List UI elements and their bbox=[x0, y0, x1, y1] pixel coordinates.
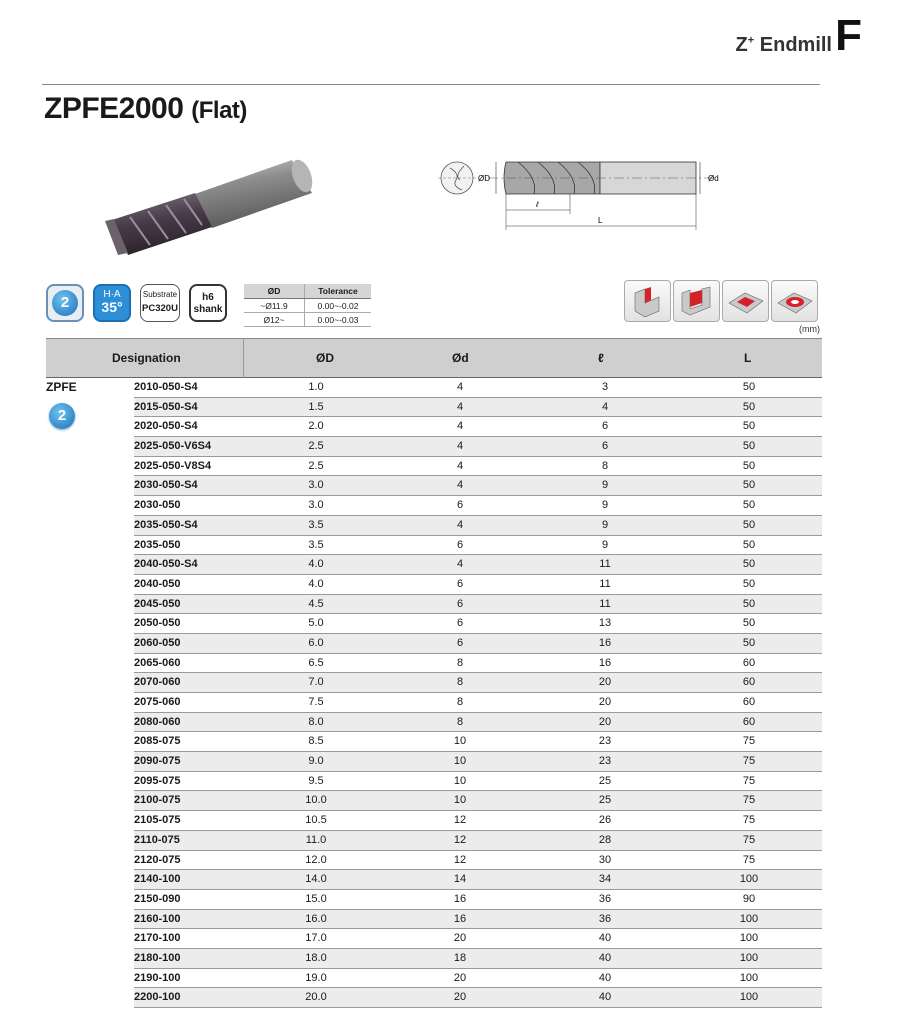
cell-d: 8 bbox=[456, 656, 464, 669]
pocketing-icon bbox=[722, 280, 769, 322]
cell-D: 9.0 bbox=[308, 755, 324, 768]
cell-d: 10 bbox=[453, 794, 467, 807]
unit-label: (mm) bbox=[799, 324, 820, 334]
cell-d: 20 bbox=[453, 971, 467, 984]
cell-L: 50 bbox=[742, 440, 756, 453]
header-d: Ød bbox=[452, 351, 469, 365]
cell-D: 14.0 bbox=[305, 873, 327, 886]
cell-d: 4 bbox=[456, 459, 464, 472]
cell-l: 25 bbox=[598, 794, 612, 807]
cell-l: 9 bbox=[601, 479, 609, 492]
table-row bbox=[134, 752, 822, 772]
cell-L: 75 bbox=[742, 853, 756, 866]
cell-l: 11 bbox=[599, 558, 611, 571]
cell-d: 6 bbox=[456, 538, 464, 551]
tol-range: ~Ø11.9 bbox=[244, 299, 305, 313]
cell-l: 9 bbox=[601, 499, 609, 512]
table-row bbox=[134, 851, 822, 871]
cell-designation: 2025-050-V6S4 bbox=[134, 440, 212, 453]
cell-d: 16 bbox=[453, 912, 467, 925]
table-row bbox=[134, 791, 822, 811]
cell-d: 8 bbox=[456, 696, 464, 708]
cell-D: 7.0 bbox=[308, 676, 324, 689]
dim-l-label: ℓ bbox=[536, 200, 539, 209]
table-row bbox=[134, 378, 822, 398]
flute-count-icon bbox=[46, 284, 84, 322]
cell-l: 34 bbox=[598, 873, 612, 886]
dim-d-label: Ød bbox=[708, 174, 719, 183]
table-row bbox=[134, 870, 822, 890]
cell-L: 50 bbox=[742, 577, 756, 590]
cell-l: 13 bbox=[598, 617, 612, 630]
cell-D: 9.5 bbox=[308, 774, 324, 787]
cell-l: 11 bbox=[599, 577, 611, 590]
tol-header-tolerance: Tolerance bbox=[305, 284, 372, 299]
header-L: L bbox=[744, 351, 752, 365]
header-divider-line bbox=[243, 338, 244, 378]
cell-L: 100 bbox=[739, 951, 759, 964]
cell-D: 20.0 bbox=[305, 991, 327, 1004]
cell-designation: 2020-050-S4 bbox=[134, 420, 198, 433]
page-title: ZPFE2000 (Flat) bbox=[44, 92, 247, 125]
table-row bbox=[134, 929, 822, 949]
cell-D: 12.0 bbox=[305, 853, 327, 866]
helix-angle-icon bbox=[93, 284, 131, 322]
cell-D: 6.0 bbox=[308, 636, 324, 649]
substrate-icon bbox=[140, 284, 180, 322]
shank-label: shank bbox=[193, 304, 223, 315]
cell-d: 6 bbox=[456, 636, 464, 649]
table-row bbox=[134, 555, 822, 575]
cell-L: 50 bbox=[742, 499, 756, 512]
cell-L: 50 bbox=[742, 420, 756, 433]
cell-L: 100 bbox=[739, 971, 759, 984]
shank-tolerance-icon bbox=[189, 284, 227, 322]
table-row bbox=[134, 575, 822, 595]
cell-l: 40 bbox=[598, 991, 612, 1004]
cell-L: 50 bbox=[742, 617, 756, 630]
cell-l: 36 bbox=[598, 892, 612, 905]
cell-D: 10.0 bbox=[305, 794, 327, 807]
cell-l: 9 bbox=[601, 518, 609, 531]
cell-designation: 2180-100 bbox=[134, 951, 181, 964]
header-designation: Designation bbox=[112, 351, 181, 365]
cell-L: 50 bbox=[742, 381, 756, 393]
cell-D: 3.0 bbox=[308, 479, 324, 492]
cell-designation: 2045-050 bbox=[134, 597, 181, 610]
cell-l: 16 bbox=[598, 636, 612, 649]
cell-D: 19.0 bbox=[305, 971, 327, 984]
cell-D: 4.0 bbox=[308, 558, 324, 571]
cell-designation: 2170-100 bbox=[134, 932, 181, 945]
cell-D: 11.0 bbox=[305, 833, 327, 846]
dim-D-label: ØD bbox=[478, 174, 490, 183]
header-l: ℓ bbox=[598, 351, 604, 365]
substrate-grade: PC320U bbox=[142, 303, 178, 314]
table-row bbox=[134, 811, 822, 831]
cell-L: 100 bbox=[739, 932, 759, 945]
cell-L: 60 bbox=[742, 656, 756, 669]
cell-D: 7.5 bbox=[308, 696, 324, 708]
cell-designation: 2060-050 bbox=[134, 636, 181, 649]
cell-l: 20 bbox=[598, 715, 612, 728]
cell-l: 28 bbox=[598, 833, 612, 846]
cell-designation: 2025-050-V8S4 bbox=[134, 459, 212, 472]
helix-label: H·A bbox=[103, 289, 121, 300]
cell-d: 10 bbox=[453, 735, 467, 748]
table-header bbox=[46, 338, 822, 378]
cell-d: 4 bbox=[456, 558, 464, 571]
table-row bbox=[134, 713, 822, 733]
table-row bbox=[134, 516, 822, 536]
cell-d: 10 bbox=[453, 755, 467, 768]
cell-designation: 2160-100 bbox=[134, 912, 181, 925]
table-row bbox=[134, 910, 822, 930]
cell-l: 16 bbox=[598, 656, 612, 669]
cell-d: 6 bbox=[456, 617, 464, 630]
cell-designation: 2010-050-S4 bbox=[134, 381, 198, 393]
table-row bbox=[134, 398, 822, 418]
table-row bbox=[134, 831, 822, 851]
cell-designation: 2050-050 bbox=[134, 617, 181, 630]
table-row bbox=[134, 673, 822, 693]
cell-l: 30 bbox=[598, 853, 612, 866]
cell-designation: 2200-100 bbox=[134, 991, 181, 1004]
table-row bbox=[134, 595, 822, 615]
substrate-label: Substrate bbox=[142, 290, 178, 299]
cell-designation: 2035-050-S4 bbox=[134, 518, 198, 531]
cell-D: 2.0 bbox=[308, 420, 324, 433]
table-row bbox=[134, 457, 822, 477]
cell-d: 14 bbox=[453, 873, 467, 886]
cell-D: 1.0 bbox=[308, 381, 324, 393]
cell-L: 100 bbox=[739, 912, 759, 925]
table-row bbox=[134, 536, 822, 556]
cell-L: 50 bbox=[742, 479, 756, 492]
cell-designation: 2150-090 bbox=[134, 892, 181, 905]
cell-D: 4.0 bbox=[308, 577, 324, 590]
cell-D: 18.0 bbox=[305, 951, 327, 964]
cell-designation: 2120-075 bbox=[134, 853, 181, 866]
cell-D: 17.0 bbox=[305, 932, 327, 945]
cell-d: 4 bbox=[456, 400, 464, 413]
cell-D: 1.5 bbox=[308, 400, 324, 413]
cell-l: 23 bbox=[598, 735, 612, 748]
cell-l: 8 bbox=[601, 459, 609, 472]
series-flute-icon: 2 bbox=[49, 403, 75, 429]
cell-designation: 2030-050 bbox=[134, 499, 181, 512]
helix-value: 35° bbox=[101, 299, 123, 315]
cell-d: 8 bbox=[456, 715, 464, 728]
endmill-photo bbox=[100, 155, 320, 260]
shoulder-milling-icon bbox=[624, 280, 671, 322]
cell-d: 4 bbox=[456, 479, 464, 492]
cell-designation: 2070-060 bbox=[134, 676, 181, 689]
cell-designation: 2090-075 bbox=[134, 755, 181, 768]
slotting-icon bbox=[673, 280, 720, 322]
cell-l: 40 bbox=[598, 932, 612, 945]
cell-d: 16 bbox=[453, 892, 467, 905]
cell-D: 4.5 bbox=[308, 597, 324, 610]
table-row bbox=[134, 654, 822, 674]
tol-range: Ø12~ bbox=[244, 313, 305, 327]
cell-D: 3.5 bbox=[308, 518, 324, 531]
cutting-flutes bbox=[112, 193, 212, 255]
tol-value: 0.00~-0.03 bbox=[305, 313, 372, 327]
tol-header-d: ØD bbox=[244, 284, 305, 299]
header-divider bbox=[42, 84, 820, 85]
cell-d: 8 bbox=[456, 676, 464, 689]
cell-L: 50 bbox=[742, 400, 756, 413]
table-row bbox=[134, 614, 822, 634]
cell-D: 2.5 bbox=[308, 440, 324, 453]
table-row bbox=[134, 496, 822, 516]
cell-L: 60 bbox=[742, 715, 756, 728]
cell-L: 50 bbox=[742, 558, 756, 571]
cell-D: 3.0 bbox=[308, 499, 324, 512]
cell-d: 20 bbox=[453, 932, 467, 945]
cell-l: 23 bbox=[598, 755, 612, 768]
cell-d: 4 bbox=[456, 518, 464, 531]
cell-d: 6 bbox=[456, 577, 464, 590]
cell-L: 50 bbox=[742, 636, 756, 649]
endmill-drawing bbox=[438, 150, 738, 235]
cell-L: 100 bbox=[739, 991, 759, 1004]
table-row bbox=[134, 634, 822, 654]
cell-D: 8.0 bbox=[308, 715, 324, 728]
table-row bbox=[134, 476, 822, 496]
cell-D: 10.5 bbox=[305, 814, 327, 827]
cell-d: 4 bbox=[456, 420, 464, 433]
cell-L: 50 bbox=[742, 459, 756, 472]
cell-L: 75 bbox=[742, 735, 756, 748]
cell-designation: 2110-075 bbox=[134, 833, 180, 846]
cell-D: 3.5 bbox=[308, 538, 324, 551]
cell-designation: 2040-050 bbox=[134, 577, 181, 590]
cell-designation: 2035-050 bbox=[134, 538, 181, 551]
cell-L: 60 bbox=[742, 676, 756, 689]
table-row bbox=[134, 417, 822, 437]
category-title: Z+ Endmill bbox=[735, 34, 832, 56]
dim-L-label: L bbox=[598, 216, 603, 225]
cell-L: 75 bbox=[742, 814, 756, 827]
cell-D: 2.5 bbox=[308, 459, 324, 472]
cell-L: 75 bbox=[742, 833, 756, 846]
cell-designation: 2015-050-S4 bbox=[134, 400, 198, 413]
cell-l: 40 bbox=[598, 971, 612, 984]
tolerance-row bbox=[244, 299, 371, 313]
cell-L: 50 bbox=[742, 597, 756, 610]
drilling-icon bbox=[771, 280, 818, 322]
cell-l: 20 bbox=[598, 696, 612, 708]
cell-d: 6 bbox=[456, 597, 464, 610]
cell-L: 75 bbox=[742, 794, 756, 807]
cell-designation: 2075-060 bbox=[134, 696, 181, 708]
cell-D: 8.5 bbox=[308, 735, 324, 748]
table-row bbox=[134, 693, 822, 713]
table-body bbox=[134, 378, 822, 1008]
table-row bbox=[134, 772, 822, 792]
cell-d: 12 bbox=[453, 833, 467, 846]
cell-d: 6 bbox=[456, 499, 464, 512]
cell-l: 3 bbox=[601, 381, 609, 393]
section-letter: F bbox=[835, 11, 862, 60]
cell-d: 4 bbox=[456, 381, 464, 393]
cell-L: 75 bbox=[742, 755, 756, 768]
cell-D: 6.5 bbox=[308, 656, 324, 669]
cell-d: 12 bbox=[453, 853, 467, 866]
cell-l: 6 bbox=[601, 420, 609, 433]
tol-value: 0.00~-0.02 bbox=[305, 299, 372, 313]
table-row bbox=[134, 437, 822, 457]
tolerance-row bbox=[244, 313, 371, 327]
cell-d: 18 bbox=[453, 951, 467, 964]
shank-class: h6 bbox=[202, 292, 214, 303]
cell-D: 16.0 bbox=[305, 912, 327, 925]
tolerance-header bbox=[244, 284, 371, 299]
table-row bbox=[134, 969, 822, 989]
table-row bbox=[134, 949, 822, 969]
cell-designation: 2105-075 bbox=[134, 814, 181, 827]
table-row bbox=[134, 988, 822, 1008]
cell-designation: 2080-060 bbox=[134, 715, 181, 728]
cell-d: 10 bbox=[453, 774, 467, 787]
cell-l: 4 bbox=[601, 400, 609, 413]
cell-l: 11 bbox=[599, 597, 611, 610]
cell-L: 60 bbox=[742, 696, 756, 708]
cell-D: 15.0 bbox=[305, 892, 327, 905]
tolerance-table bbox=[244, 284, 371, 327]
cell-l: 36 bbox=[598, 912, 612, 925]
flute-count-value: 2 bbox=[52, 290, 78, 316]
cell-D: 5.0 bbox=[308, 617, 324, 630]
cell-designation: 2140-100 bbox=[134, 873, 181, 886]
cell-L: 90 bbox=[742, 892, 756, 905]
cell-d: 4 bbox=[456, 440, 464, 453]
cell-L: 75 bbox=[742, 774, 756, 787]
cell-l: 9 bbox=[601, 538, 609, 551]
cell-designation: 2100-075 bbox=[134, 794, 181, 807]
series-label: ZPFE bbox=[46, 380, 77, 394]
cell-l: 40 bbox=[598, 951, 612, 964]
cell-l: 6 bbox=[601, 440, 609, 453]
table-row bbox=[134, 732, 822, 752]
cell-designation: 2085-075 bbox=[134, 735, 181, 748]
cell-l: 26 bbox=[598, 814, 612, 827]
cell-d: 12 bbox=[453, 814, 467, 827]
header-D: ØD bbox=[316, 351, 334, 365]
cell-L: 100 bbox=[739, 873, 759, 886]
cell-designation: 2065-060 bbox=[134, 656, 181, 669]
cell-designation: 2095-075 bbox=[134, 774, 181, 787]
cell-L: 50 bbox=[742, 538, 756, 551]
table-row bbox=[134, 890, 822, 910]
cell-designation: 2190-100 bbox=[134, 971, 181, 984]
cell-designation: 2030-050-S4 bbox=[134, 479, 198, 492]
cell-designation: 2040-050-S4 bbox=[134, 558, 198, 571]
cell-d: 20 bbox=[453, 991, 467, 1004]
cell-L: 50 bbox=[742, 518, 756, 531]
cell-l: 25 bbox=[598, 774, 612, 787]
cell-l: 20 bbox=[598, 676, 612, 689]
